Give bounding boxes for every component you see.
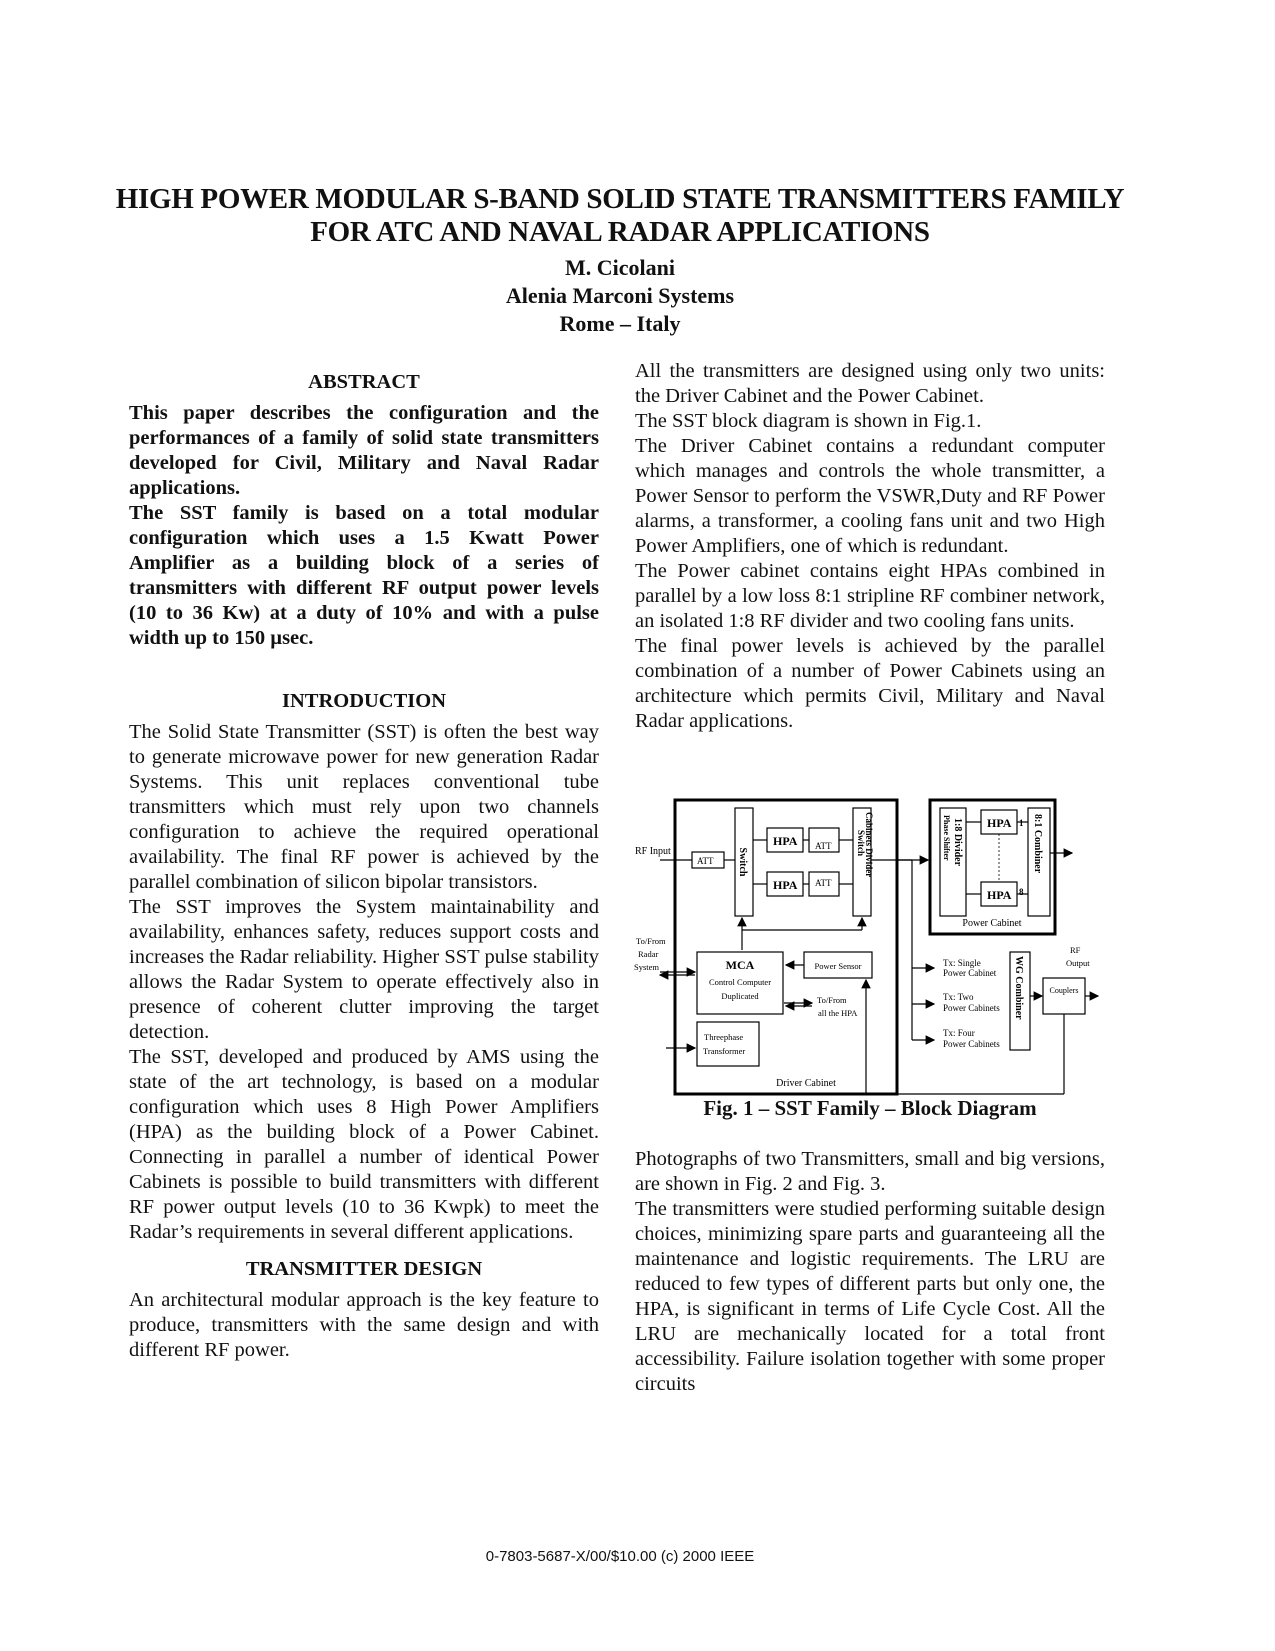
paper-title xyxy=(0,183,1240,249)
introduction-paragraph-2: The SST improves the System maintainability and availability, enhances safety, reduces support costs and increases the Radar reliability. Higher SST pulse stability allows the Radar System to operate effectively also in presence of coherent clutter improving the target detection. xyxy=(129,896,599,1043)
copyright-footer: 0-7803-5687-X/00/$10.00 (c) 2000 IEEE xyxy=(485,1548,755,1565)
label-att-1: ATT xyxy=(815,841,832,851)
right-paragraph-3: The Driver Cabinet contains a redundant computer which manages and controls the whole transmitter, a Power Sensor to perform the VSWR,Duty and RF Power alarms, a transformer, a cooling fans unit and two High Power Amplifiers, one of which is redundant. xyxy=(635,435,1105,557)
label-to-from-radar-1: To/From xyxy=(636,936,666,946)
label-wg-combiner: WG Combiner xyxy=(1013,956,1024,1020)
label-rf-output-2: Output xyxy=(1066,958,1090,968)
label-att-2: ATT xyxy=(815,878,832,888)
introduction-heading: INTRODUCTION xyxy=(281,690,447,712)
right-column-bottom xyxy=(635,1147,1105,1397)
right-paragraph-5: The final power levels is achieved by the parallel combination of a number of Power Cabinets using an architecture which permits Civil, Military and Naval Radar applications. xyxy=(635,635,1105,732)
label-to-from-radar-2: Radar xyxy=(638,949,659,959)
right-paragraph-6: Photographs of two Transmitters, small and big versions, are shown in Fig. 2 and Fig. 3. xyxy=(635,1148,1105,1195)
label-transformer: Transformer xyxy=(703,1046,746,1056)
label-tx-four-2: Power Cabinets xyxy=(943,1039,1000,1049)
label-mca-duplicated: Duplicated xyxy=(721,991,759,1001)
label-phase-shifter: Phase Shifter xyxy=(942,815,951,861)
abstract-paragraph-2: The SST family is based on a total modular configuration which uses a 1.5 Kwatt Power Amplifier as a building block of a series of transmitters with different RF output power levels (10 to 36 Kw) at a duty of 10% and with a pulse width up to 150 µsec. xyxy=(129,502,599,649)
label-to-from-radar-3: System xyxy=(634,962,660,972)
label-att-input: ATT xyxy=(697,856,714,866)
author-name: M. Cicolani xyxy=(565,255,675,280)
label-power-sensor: Power Sensor xyxy=(814,961,862,971)
right-paragraph-7: The transmitters were studied performing suitable design choices, minimizing spare parts and guaranteeing all the maintenance and logistic requirements. The LRU are reduced to few types of different parts but only one, the HPA, is significant in terms of Life Cycle Cost. All the LRU are mechanically located for a total front accessibility. Failure isolation together with some proper circuits xyxy=(635,1198,1105,1395)
author-location: Rome – Italy xyxy=(559,311,681,336)
label-hpa-index-1: 1 xyxy=(1019,818,1024,828)
introduction-paragraph-3: The SST, developed and produced by AMS using the state of the art technology, is based on a modular configuration which uses 8 High Power Amplifiers (HPA) as the building block of a Power Cabinet. Connecting in parallel a number of identical Power Cabinets is possible to build transmitters with different RF power output levels (10 to 36 Kwpk) to meet the Radar’s requirements in several different applications. xyxy=(129,1046,599,1243)
label-combiner: 8:1 Combiner xyxy=(1032,814,1043,874)
figure-1-block-diagram xyxy=(630,795,1120,1100)
label-cabinets-divider: Cabinets Divider xyxy=(864,812,874,878)
label-hpa-1: HPA xyxy=(773,834,798,848)
title-line-2: FOR ATC AND NAVAL RADAR APPLICATIONS xyxy=(310,216,930,248)
label-divider: 1:8 Divider xyxy=(952,818,963,867)
label-rf-input: RF Input xyxy=(635,846,671,857)
label-driver-cabinet: Driver Cabinet xyxy=(776,1078,836,1089)
label-to-from-hpa-1: To/From xyxy=(817,995,847,1005)
right-paragraph-4: The Power cabinet contains eight HPAs combined in parallel by a low loss 8:1 stripline RF combiner network, an isolated 1:8 RF divider and two cooling fans units. xyxy=(635,560,1105,632)
label-tx-two-1: Tx: Two xyxy=(943,992,974,1002)
label-tx-four-1: Tx: Four xyxy=(943,1028,975,1038)
transmitter-design-heading: TRANSMITTER DESIGN xyxy=(245,1258,483,1280)
author-affiliation: Alenia Marconi Systems xyxy=(505,283,735,308)
label-threephase: Threephase xyxy=(704,1032,744,1042)
label-pc-hpa-8: HPA xyxy=(987,888,1012,902)
left-column xyxy=(129,370,599,1363)
introduction-paragraph-1: The Solid State Transmitter (SST) is often the best way to generate microwave power for new generation Radar Systems. This unit replaces conventional tube transmitters which must rely upon two channels configuration to achieve the required operational availability. The final RF power is achieved by the parallel combination of silicon bipolar transistors. xyxy=(129,721,599,893)
label-mca: MCA xyxy=(725,958,755,972)
right-paragraph-1: All the transmitters are designed using only two units: the Driver Cabinet and the Power Cabinet. xyxy=(635,360,1105,407)
label-hpa-index-8: 8 xyxy=(1019,887,1024,897)
label-couplers: Couplers xyxy=(1049,986,1079,995)
label-switch: Switch xyxy=(737,847,748,877)
label-hpa-2: HPA xyxy=(773,878,798,892)
abstract-paragraph-1: This paper describes the configuration and the performances of a family of solid state transmitters developed for Civil, Military and Naval Radar applications. xyxy=(129,402,599,499)
label-mca-control-computer: Control Computer xyxy=(708,977,772,987)
label-pc-hpa-1: HPA xyxy=(987,816,1012,830)
label-tx-single-2: Power Cabinet xyxy=(943,968,997,978)
transmitter-design-paragraph-1: An architectural modular approach is the key feature to produce, transmitters with the same design and with different RF power. xyxy=(129,1289,599,1361)
label-rf-output-1: RF xyxy=(1070,945,1081,955)
label-power-cabinet: Power Cabinet xyxy=(962,918,1022,929)
figure-1-caption: Fig. 1 – SST Family – Block Diagram xyxy=(703,1096,1037,1120)
right-paragraph-2: The SST block diagram is shown in Fig.1. xyxy=(635,410,982,432)
title-line-1: HIGH POWER MODULAR S-BAND SOLID STATE TRANSMITTERS FAMILY xyxy=(115,183,1125,215)
label-tx-two-2: Power Cabinets xyxy=(943,1003,1000,1013)
right-column-top xyxy=(635,359,1105,734)
label-to-from-hpa-2: all the HPA xyxy=(818,1008,858,1018)
abstract-heading: ABSTRACT xyxy=(308,371,420,393)
label-cabinets-switch: Switch xyxy=(856,830,866,857)
label-tx-single-1: Tx: Single xyxy=(943,958,981,968)
